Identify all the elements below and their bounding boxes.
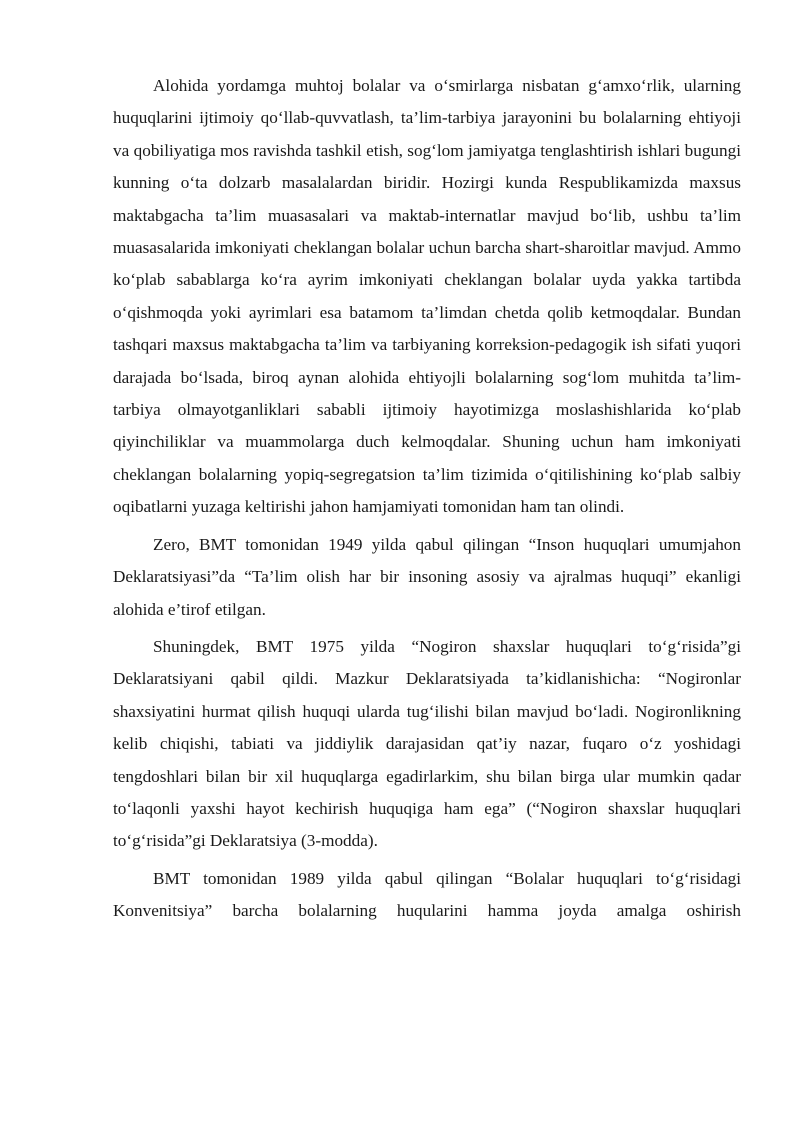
paragraph-4: BMT tomonidan 1989 yilda qabul qilingan “Bolalar huquqlari to‘g‘risidagi Konvenitsiya” barcha bolalarning huqularini hamma joyda amalga oshirish bbox=[113, 868, 741, 921]
document-page bbox=[113, 70, 741, 933]
paragraph-3: Shuningdek, BMT 1975 yilda “Nogiron shaxslar huquqlari to‘g‘risida”gi Deklaratsiyani qabil qildi. Mazkur Deklaratsiyada ta’kidlanishicha: “Nogironlar shaxsiyatini hurmat qilish huquqi ularda tug‘ilishi bilan mavjud bo‘ladi. Nogironlikning kelib chiqishi, tabiati va jiddiylik darajasidan qat’iy nazar, fuqaro o‘z yoshidagi tengdoshlari bilan bir xil huquqlarga egadirlarkim, shu bilan birga ular mumkin qadar to‘laqonli yaxshi hayot kechirish huquqiga ham ega” (“Nogiron shaxslar huquqlari to‘g‘risida”gi Deklaratsiya (3-modda). bbox=[113, 636, 741, 851]
paragraph-2: Zero, BMT tomonidan 1949 yilda qabul qilingan “Inson huquqlari umumjahon Deklaratsiyasi”da “Ta’lim olish har bir insoning asosiy va ajralmas huquqi” ekanligi alohida e’tirof etilgan. bbox=[113, 534, 741, 619]
paragraph-1: Alohida yordamga muhtoj bolalar va o‘smirlarga nisbatan g‘amxo‘rlik, ularning huquqlarini ijtimoiy qo‘llab-quvvatlash, ta’lim-tarbiya jarayonini bu bolalarning ehtiyoji va qobiliyatiga mos ravishda tashkil etish, sog‘lom jamiyatga tenglashtirish ishlari bugungi kunning o‘ta dolzarb masalalardan biridir. Hozirgi kunda Respublikamizda maxsus maktabgacha ta’lim muasasalari va maktab-internatlar mavjud bo‘lib, ushbu ta’lim muasasalarida imkoniyati cheklangan bolalar uchun barcha shart-sharoitlar mavjud. Ammo ko‘plab sabablarga ko‘ra ayrim imkoniyati cheklangan bolalar uyda yakka tartibda o‘qishmoqda yoki ayrimlari esa batamom ta’limdan chetda qolib ketmoqdalar. Bundan tashqari maxsus maktabgacha ta’lim va tarbiyaning korreksion-pedagogik ish sifati yuqori darajada bo‘lsada, biroq aynan alohida ehtiyojli bolalarning sog‘lom muhitda ta’lim-tarbiya olmayotganliklari sababli ijtimoiy hayotimizga moslashishlarida ko‘plab qiyinchiliklar va muammolarga duch kelmoqdalar. Shuning uchun ham imkoniyati cheklangan bolalarning yopiq-segregatsion ta’lim tizimida o‘qitilishining ko‘plab salbiy oqibatlarni yuzaga keltirishi jahon hamjamiyati tomonidan ham tan olindi. bbox=[113, 76, 741, 517]
